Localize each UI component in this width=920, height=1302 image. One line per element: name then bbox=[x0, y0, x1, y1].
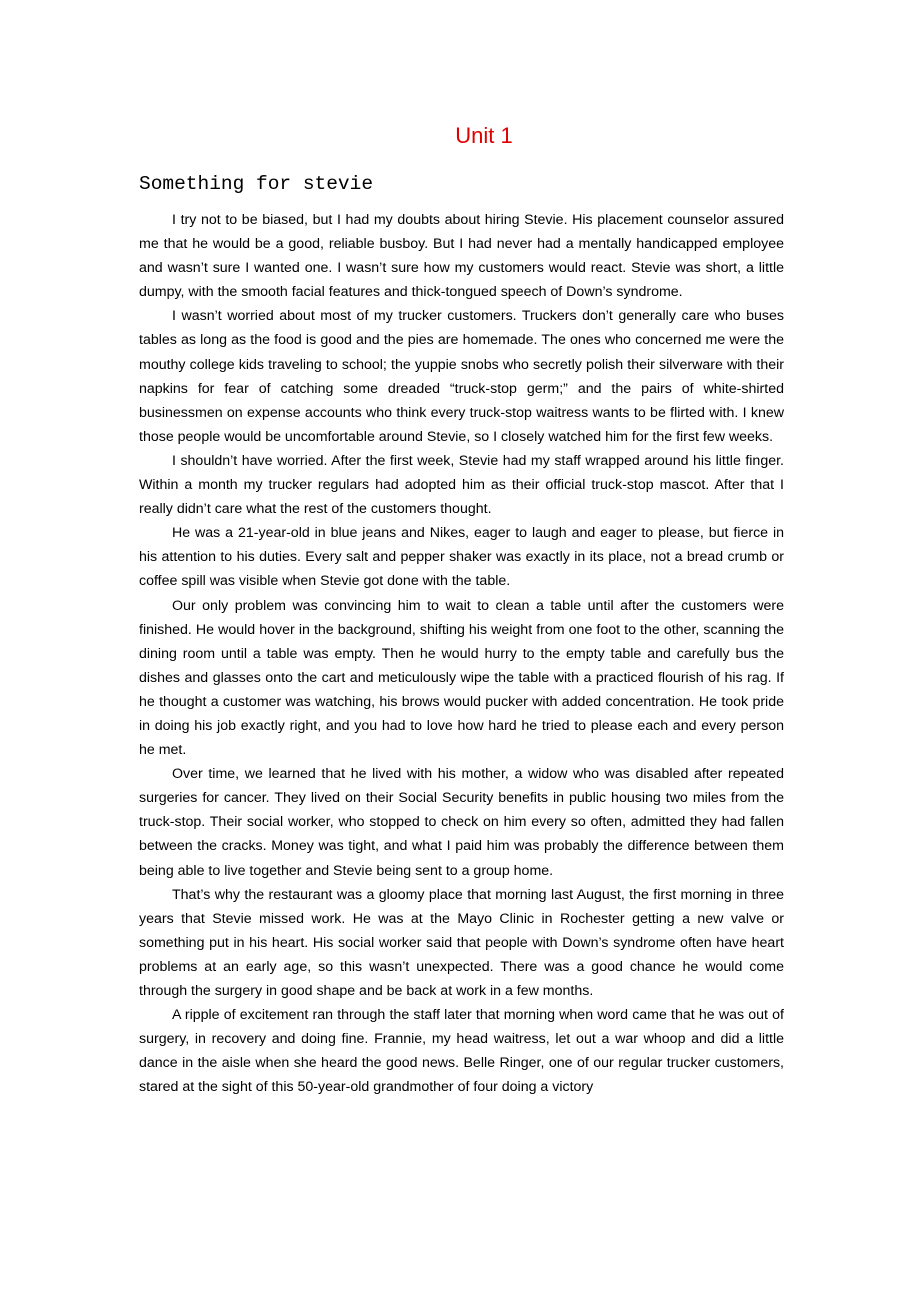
unit-title: Unit 1 bbox=[455, 123, 513, 148]
paragraph: I wasn’t worried about most of my trucker customers. Truckers don’t generally care who buses tables as long as the food is good and the pies are homemade. The ones who concerned me were the mouthy college kids traveling to school; the yuppie snobs who secretly polish their silverware with their napkins for fear of catching some dreaded “truck-stop germ;” and the pairs of white-shirted businessmen on expense accounts who think every truck-stop waitress wants to be flirted with. I knew those people would be uncomfortable around Stevie, so I closely watched him for the first few weeks. bbox=[139, 308, 784, 445]
paragraph: He was a 21-year-old in blue jeans and Nikes, eager to laugh and eager to please, but fierce in his attention to his duties. Every salt and pepper shaker was exactly in its place, not a bread crumb or coffee spill was visible when Stevie got done with the table. bbox=[139, 525, 784, 590]
story-title: Something for stevie bbox=[139, 173, 374, 195]
story-body bbox=[139, 208, 784, 1099]
paragraph: Over time, we learned that he lived with his mother, a widow who was disabled after repeated surgeries for cancer. They lived on their Social Security benefits in public housing two miles from the truck-stop. Their social worker, who stopped to check on him every so often, admitted they had fallen between the cracks. Money was tight, and what I paid him was probably the difference between them being able to live together and Stevie being sent to a group home. bbox=[139, 766, 784, 879]
paragraph: A ripple of excitement ran through the staff later that morning when word came that he was out of surgery, in recovery and doing fine. Frannie, my head waitress, let out a war whoop and did a little dance in the aisle when she heard the good news. Belle Ringer, one of our regular trucker customers, stared at the sight of this 50-year-old grandmother of four doing a victory bbox=[139, 1007, 784, 1096]
paragraph: That’s why the restaurant was a gloomy place that morning last August, the first morning in three years that Stevie missed work. He was at the Mayo Clinic in Rochester getting a new valve or something put in his heart. His social worker said that people with Down’s syndrome often have heart problems at an early age, so this wasn’t unexpected. There was a good chance he would come through the surgery in good shape and be back at work in a few months. bbox=[139, 886, 784, 999]
paragraph: Our only problem was convincing him to wait to clean a table until after the customers were finished. He would hover in the background, shifting his weight from one foot to the other, scanning the dining room until a table was empty. Then he would hurry to the empty table and carefully bus the dishes and glasses onto the cart and meticulously wipe the table with a practiced flourish of his rag. If he thought a customer was watching, his brows would pucker with added concentration. He took pride in doing his job exactly right, and you had to love how hard he tried to please each and every person he met. bbox=[139, 597, 784, 759]
paragraph: I try not to be biased, but I had my doubts about hiring Stevie. His placement counselor assured me that he would be a good, reliable busboy. But I had never had a mentally handicapped employee and wasn’t sure I wanted one. I wasn’t sure how my customers would react. Stevie was short, a little dumpy, with the smooth facial features and thick-tongued speech of Down’s syndrome. bbox=[139, 212, 784, 301]
paragraph: I shouldn’t have worried. After the first week, Stevie had my staff wrapped around his little finger. Within a month my trucker regulars had adopted him as their official truck-stop mascot. After that I really didn’t care what the rest of the customers thought. bbox=[139, 452, 784, 518]
